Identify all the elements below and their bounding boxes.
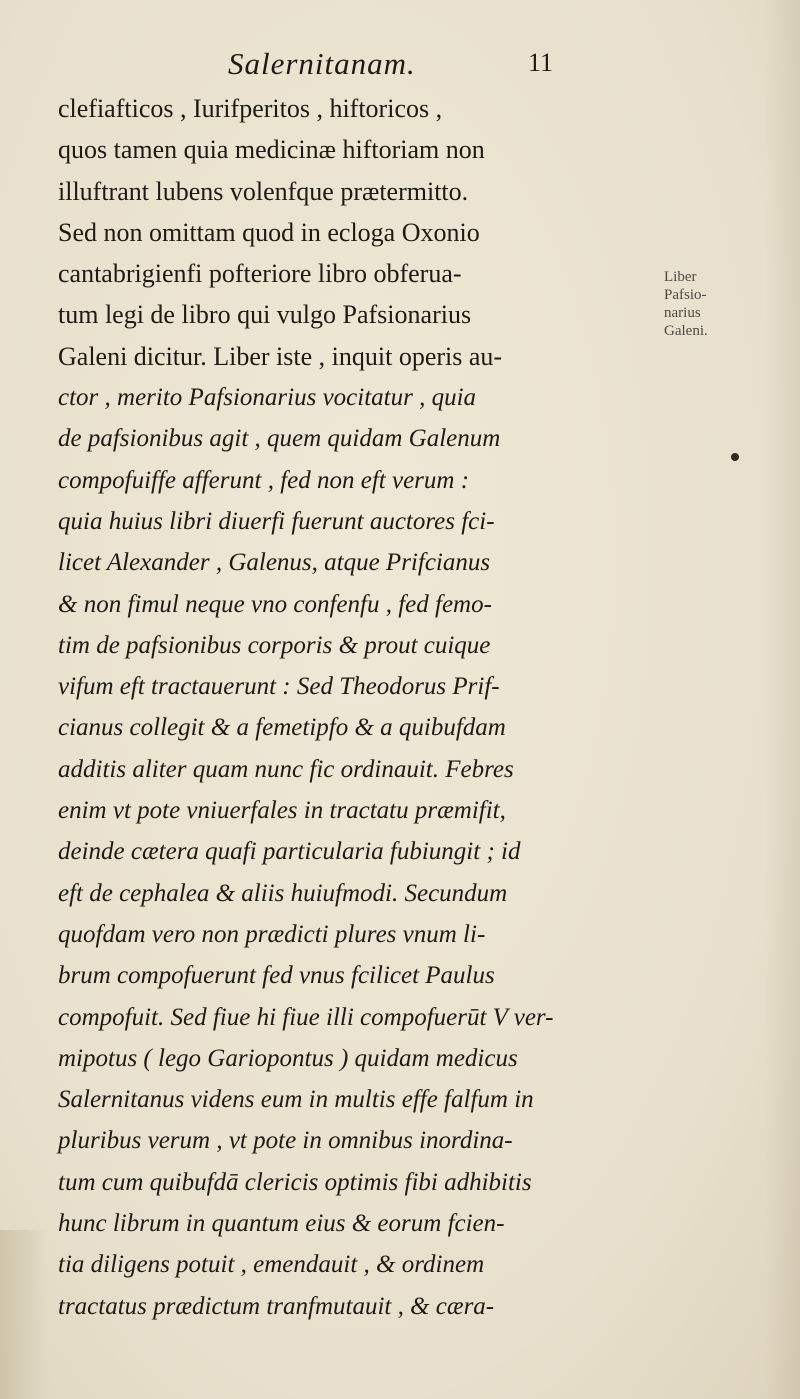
text-line: Salernitanus videns eum in multis effe falfum in [58,1086,534,1114]
text-line: vifum eft tractauerunt : Sed Theodorus Prif- [58,673,500,701]
text-line: hunc librum in quantum eius & eorum fcien- [58,1210,505,1238]
margin-note [664,268,710,340]
text-line: compofuiffe afferunt , fed non eft verum : [58,466,470,494]
text-line: tim de pafsionibus corporis & prout cuique [58,631,491,659]
text-line: licet Alexander , Galenus, atque Prifcianus [58,549,491,577]
ink-spot [731,453,739,461]
margin-note-line: Pafsio- [664,287,707,303]
text-line: deinde cætera quafi particularia fubiungit ; id [58,838,521,866]
text-line: Galeni dicitur. Liber iste , inquit operis au- [58,341,503,371]
text-line: quofdam vero non prædicti plures vnum li- [58,920,486,948]
running-title: Salernitanam. [228,46,416,81]
margin-note-line: narius [664,305,701,321]
margin-note-line: Galeni. [664,323,708,339]
text-line: cantabrigienfi pofteriore libro obferua- [58,259,462,289]
text-line: enim vt pote vniuerfales in tractatu præmifit, [58,797,506,825]
text-line: pluribus verum , vt pote in omnibus inordina- [58,1127,513,1155]
page-number: 11 [528,48,554,77]
text-line: tum legi de libro qui vulgo Pafsionarius [58,300,472,330]
text-line: brum compofuerunt fed vnus fcilicet Paulus [58,962,495,990]
text-line: tractatus prædictum tranfmutauit , & cæra- [58,1292,495,1320]
text-line: eft de cephalea & aliis huiufmodi. Secundum [58,879,508,907]
text-line: & non fimul neque vno confenfu , fed femo- [58,590,492,618]
text-line: clefiafticos , Iurifperitos , hiftoricos , [58,94,443,123]
text-line: compofuit. Sed fiue hi fiue illi compofuerūt V ver- [58,1003,554,1031]
text-line: quia huius libri diuerfi fuerunt auctores fci- [58,507,495,535]
text-line: tum cum quibufdā clericis optimis fibi adhibitis [58,1168,532,1196]
text-line: tia diligens potuit , emendauit , & ordinem [58,1251,485,1279]
text-line: cianus collegit & a femetipfo & a quibufdam [58,714,506,742]
text-line: additis aliter quam nunc fic ordinauit. Febres [58,755,514,783]
text-line: ctor , merito Pafsionarius vocitatur , quia [58,384,477,412]
page-edge-shadow [764,0,800,1399]
text-line: mipotus ( lego Gariopontus ) quidam medicus [58,1044,518,1072]
text-line: de pafsionibus agit , quem quidam Galenum [58,425,501,453]
text-line: illuftrant lubens volenfque prætermitto. [58,176,469,206]
paper-stain [0,1230,48,1399]
body-text [58,88,563,1327]
text-line: Sed non omittam quod in ecloga Oxonio [58,217,480,247]
running-head [0,46,800,86]
margin-note-line: Liber [664,269,697,285]
text-line: quos tamen quia medicinæ hiftoriam non [58,135,485,165]
